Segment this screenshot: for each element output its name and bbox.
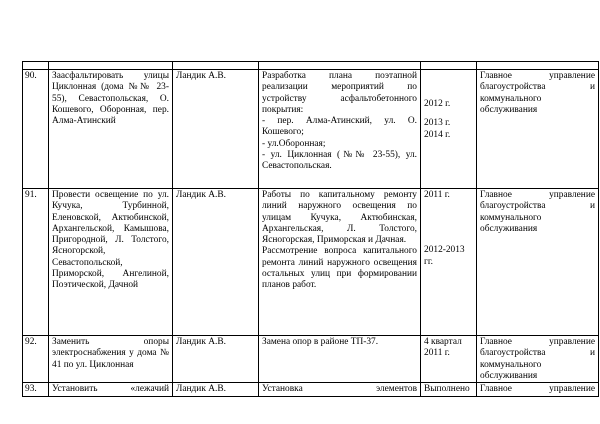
responsible-cell: Ландик А.В. (173, 70, 259, 189)
responsible-cell: Ландик А.В. (173, 336, 259, 383)
activity-cell: Установка элементов (259, 383, 421, 397)
header-spacer-row (23, 62, 599, 70)
task-cell: Заменить опоры электроснабжения у дома № 41 по ул. Циклонная (49, 336, 173, 383)
measures-table (22, 61, 599, 397)
row-number: 93. (23, 383, 49, 397)
table-row (23, 189, 599, 336)
executor-cell: Главное управление благоустройства и коммунального обслуживания (477, 189, 599, 336)
row-number: 91. (23, 189, 49, 336)
period-line: 2014 г. (424, 129, 451, 140)
activity-cell: Разработка плана поэтапной реализации мероприятий по устройству асфальтобетонного покрытия: - пер. Алма-Атинский, ул. О. Кошевого; - ул.Оборонная; - ул. Циклонная (№№ 23-55), ул. Севастопольская. (259, 70, 421, 189)
executor-cell: Главное управление (477, 383, 599, 397)
row-number: 90. (23, 70, 49, 189)
table-row (23, 383, 599, 397)
table-row (23, 70, 599, 189)
period-line: 2012-2013 гг. (424, 245, 465, 267)
period-line: 2011 г. (424, 190, 450, 200)
task-cell: Установить «лежачий (49, 383, 173, 397)
activity-cell: Работы по капитальному ремонту линий наружного освещения по улицам Кучука, Актюбинская, Архангельская, Л. Толстого, Ясногорская, Приморская и Дачная. Рассмотрение вопроса капитального ремонта линий наружного освещения остальных улиц при формировании планов работ. (259, 189, 421, 336)
executor-cell: Главное управление благоустройства и коммунального обслуживания (477, 336, 599, 383)
task-cell: Провести освещение по ул. Кучука, Турбинной, Еленовской, Актюбинской, Архангельской, Камышова, Пригородной, Л. Толстого, Ясногорской, Севастопольской, Приморской, Ангелиной, Поэтической, Дачной (49, 189, 173, 336)
period-cell: 4 квартал 2011 г. (421, 336, 477, 383)
task-cell: Заасфальтировать улицы Циклонная (дома №№ 23-55), Севастопольская, О. Кошевого, Оборонная, пер. Алма-Атинский (49, 70, 173, 189)
responsible-cell: Ландик А.В. (173, 383, 259, 397)
period-line: 2012 г. (424, 99, 451, 109)
table-row (23, 336, 599, 383)
responsible-cell: Ландик А.В. (173, 189, 259, 336)
period-cell: Выполнено (421, 383, 477, 397)
activity-cell: Замена опор в районе ТП-37. (259, 336, 421, 383)
period-line: 2013 г. (424, 118, 451, 129)
period-cell (421, 70, 477, 189)
executor-cell: Главное управление благоустройства и коммунального обслуживания (477, 70, 599, 189)
period-cell (421, 189, 477, 336)
row-number: 92. (23, 336, 49, 383)
